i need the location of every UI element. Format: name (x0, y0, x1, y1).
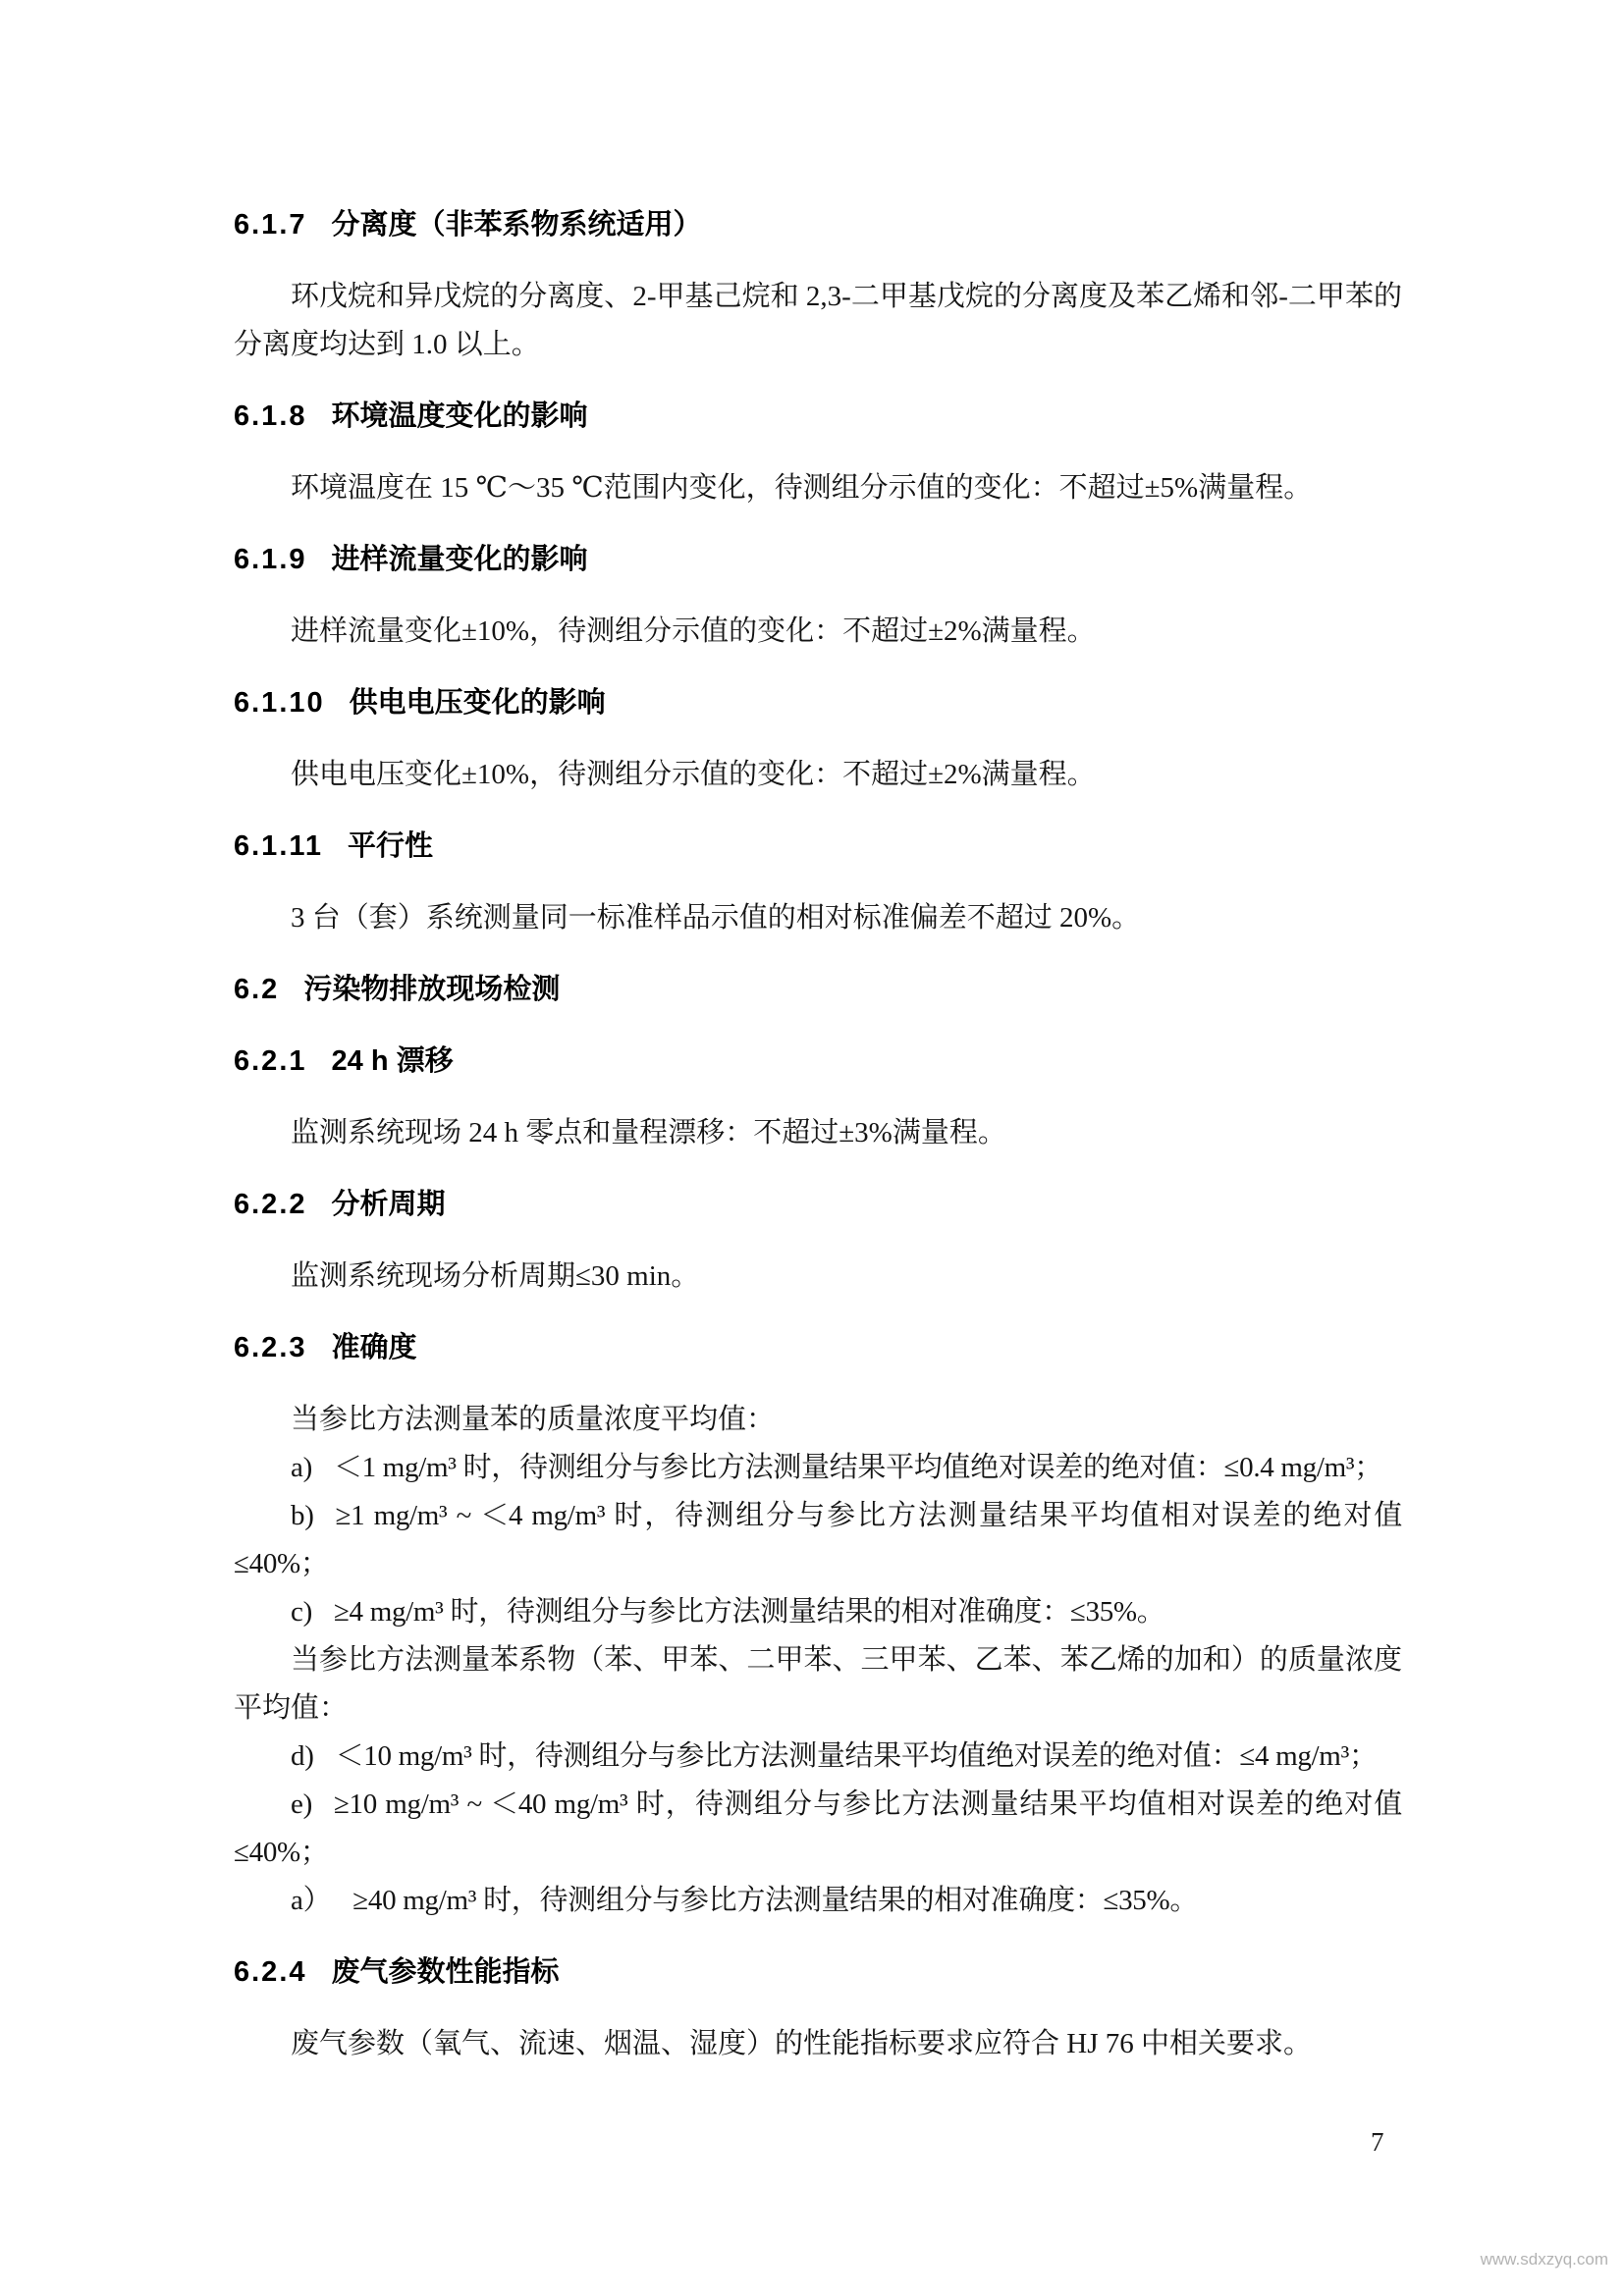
heading-6-1-10 (234, 679, 1402, 727)
accuracy-requirements-group (234, 1396, 1402, 1925)
heading-6-2-1 (234, 1038, 1402, 1086)
list-item-text: ≥1 mg/m³ ~ ＜4 mg/m³ 时，待测组分与参比方法测量结果平均值相对误差的绝对值≤40%； (234, 1500, 1402, 1579)
heading-title: 供电电压变化的影响 (349, 687, 606, 719)
heading-title: 分离度（非苯系物系统适用） (331, 209, 702, 240)
paragraph-sample-flow: 进样流量变化±10%，待测组分示值的变化：不超过±2%满量程。 (291, 615, 1096, 647)
heading-number: 6.1.9 (234, 544, 307, 575)
list-item-text: ＜1 mg/m³ 时，待测组分与参比方法测量结果平均值绝对误差的绝对值：≤0.4 mg/m³； (333, 1452, 1382, 1483)
heading-title: 环境温度变化的影响 (331, 400, 588, 432)
paragraph-flue-gas-parameters: 废气参数（氧气、流速、烟温、湿度）的性能指标要求应符合 HJ 76 中相关要求。 (291, 2028, 1312, 2059)
heading-title: 准确度 (331, 1332, 417, 1363)
heading-number: 6.2 (234, 974, 280, 1005)
list-item-a2 (234, 1877, 1402, 1925)
heading-6-2-2 (234, 1181, 1402, 1229)
paragraph-supply-voltage: 供电电压变化±10%，待测组分示值的变化：不超过±2%满量程。 (291, 759, 1096, 790)
list-item-text: ＜10 mg/m³ 时，待测组分与参比方法测量结果平均值绝对误差的绝对值：≤4 mg/m³； (335, 1740, 1378, 1772)
heading-6-1-11 (234, 823, 1402, 871)
heading-title: 进样流量变化的影响 (331, 544, 588, 575)
heading-number: 6.2.2 (234, 1189, 307, 1220)
heading-6-2-4 (234, 1949, 1402, 1997)
heading-title: 废气参数性能指标 (331, 1956, 560, 1988)
heading-number: 6.1.7 (234, 209, 307, 240)
heading-title: 24 h 漂移 (331, 1045, 454, 1077)
list-item-label: a) (291, 1452, 312, 1483)
list-item-label: b) (291, 1500, 314, 1531)
paragraph-parallelism: 3 台（套）系统测量同一标准样品示值的相对标准偏差不超过 20%。 (291, 902, 1141, 934)
heading-title: 平行性 (348, 830, 434, 862)
paragraph-ambient-temperature: 环境温度在 15 ℃～35 ℃范围内变化，待测组分示值的变化：不超过±5%满量程。 (291, 472, 1313, 504)
heading-6-2 (234, 966, 1402, 1014)
list-item-a (234, 1444, 1402, 1492)
heading-title: 污染物排放现场检测 (303, 974, 561, 1005)
heading-number: 6.1.10 (234, 687, 325, 719)
heading-number: 6.2.1 (234, 1045, 307, 1077)
list-item-label: c) (291, 1596, 312, 1628)
heading-title: 分析周期 (331, 1189, 446, 1220)
heading-number: 6.2.4 (234, 1956, 307, 1988)
paragraph-btex-intro: 当参比方法测量苯系物（苯、甲苯、二甲苯、三甲苯、乙苯、苯乙烯的加和）的质量浓度平均值： (234, 1644, 1402, 1724)
page-content (234, 178, 1402, 2080)
list-item-e (234, 1781, 1402, 1877)
list-item-label: a） (291, 1885, 332, 1916)
heading-number: 6.2.3 (234, 1332, 307, 1363)
list-item-b (234, 1492, 1402, 1588)
watermark-text: www.sdxzyq.com (1480, 2250, 1608, 2269)
paragraph-separation: 环戊烷和异戊烷的分离度、2-甲基己烷和 2,3-二甲基戊烷的分离度及苯乙烯和邻-二甲苯的分离度均达到 1.0 以上。 (234, 281, 1402, 360)
list-item-d (234, 1733, 1402, 1781)
heading-6-2-3 (234, 1324, 1402, 1372)
list-item-c (234, 1588, 1402, 1636)
heading-6-1-7 (234, 201, 1402, 249)
list-item-text: ≥4 mg/m³ 时，待测组分与参比方法测量结果的相对准确度：≤35%。 (333, 1596, 1165, 1628)
paragraph-analysis-cycle: 监测系统现场分析周期≤30 min。 (291, 1260, 700, 1292)
page-number: 7 (1371, 2127, 1384, 2157)
heading-6-1-8 (234, 393, 1402, 441)
list-item-label: e) (291, 1789, 312, 1820)
heading-6-1-9 (234, 536, 1402, 584)
list-item-text: ≥10 mg/m³ ~ ＜40 mg/m³ 时，待测组分与参比方法测量结果平均值相对误差的绝对值≤40%； (234, 1789, 1402, 1868)
heading-number: 6.1.11 (234, 830, 324, 862)
list-item-text: ≥40 mg/m³ 时，待测组分与参比方法测量结果的相对准确度：≤35%。 (352, 1885, 1199, 1916)
paragraph-24h-drift: 监测系统现场 24 h 零点和量程漂移：不超过±3%满量程。 (291, 1117, 1006, 1148)
list-item-label: d) (291, 1740, 314, 1772)
paragraph-benzene-intro: 当参比方法测量苯的质量浓度平均值： (291, 1404, 776, 1435)
heading-number: 6.1.8 (234, 400, 307, 432)
